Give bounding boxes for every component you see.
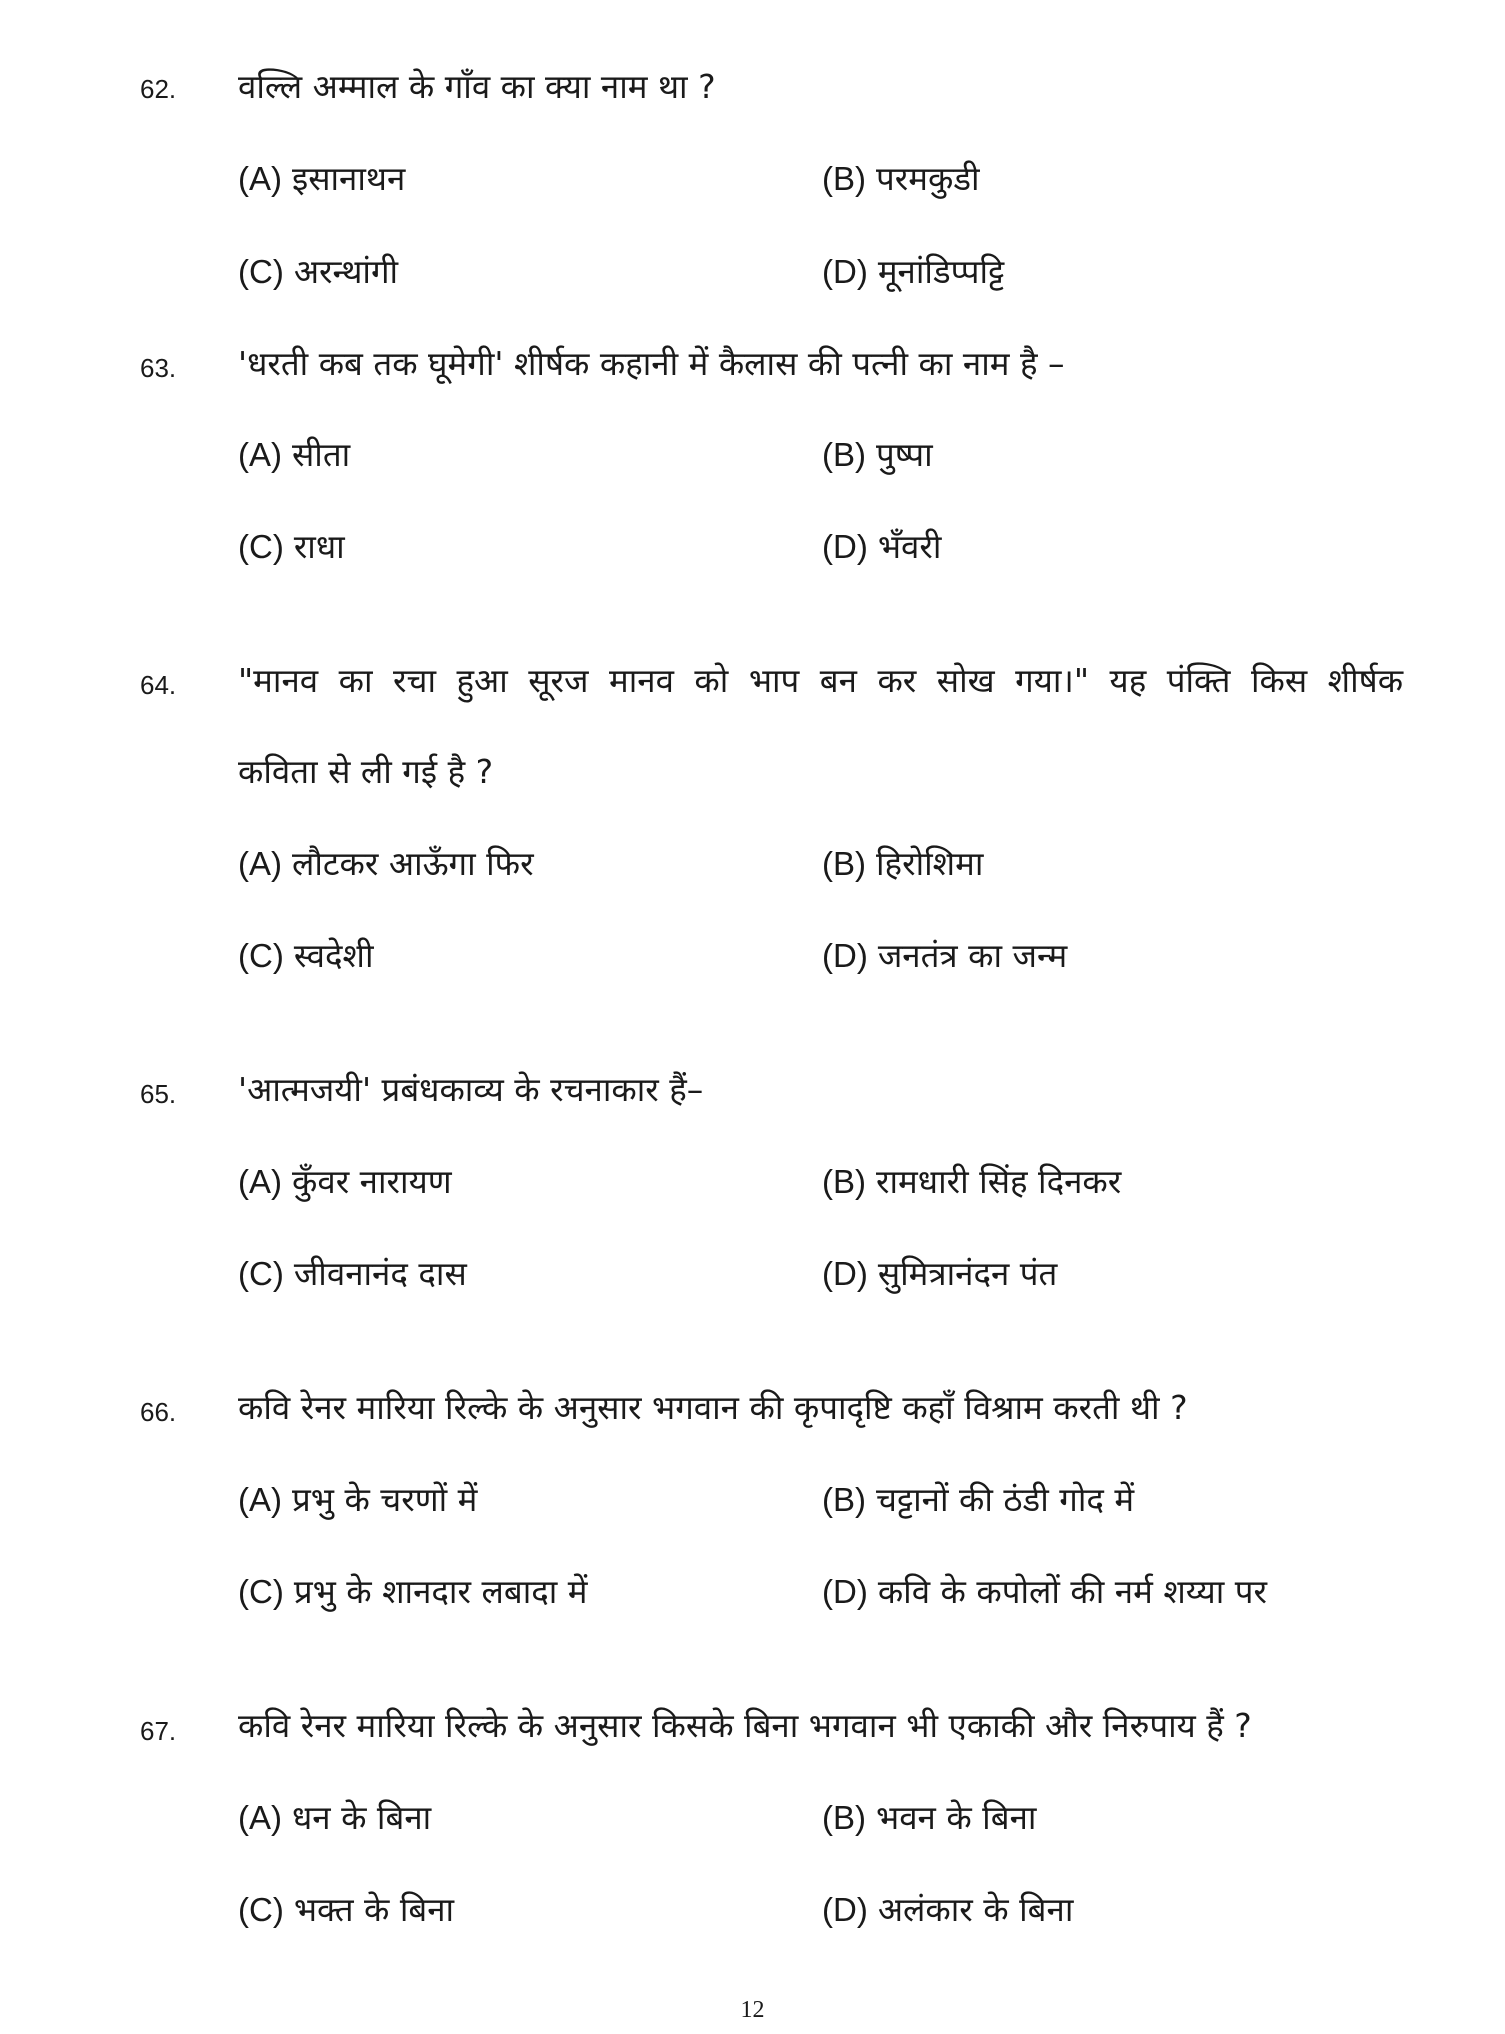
option-a	[238, 1796, 431, 1840]
option-letter: (C)	[238, 1891, 284, 1928]
option-d	[822, 934, 1067, 978]
option-a	[238, 842, 534, 886]
option-letter: (C)	[238, 937, 284, 974]
option-text: जनतंत्र का जन्म	[877, 936, 1068, 975]
option-d	[822, 525, 941, 569]
option-c	[238, 934, 374, 978]
option-letter: (A)	[238, 436, 282, 473]
question-number: 66.	[140, 1397, 177, 1427]
option-letter: (B)	[822, 1163, 866, 1200]
option-letter: (D)	[822, 1255, 868, 1292]
question-text: कवि रेनर मारिया रिल्के के अनुसार किसके बिना भगवान भी एकाकी और निरुपाय हैं ?	[238, 1706, 1252, 1745]
option-d	[822, 250, 1004, 294]
question-text: वल्लि अम्माल के गाँव का क्या नाम था ?	[238, 67, 716, 106]
option-text: प्रभु के चरणों में	[292, 1480, 478, 1519]
question-number: 64.	[140, 670, 177, 700]
option-d	[822, 1570, 1267, 1614]
option-c	[238, 250, 398, 294]
option-text: पुष्पा	[876, 435, 933, 474]
question-number: 63.	[140, 353, 177, 383]
option-letter: (B)	[822, 160, 866, 197]
option-a	[238, 1478, 477, 1522]
page-number: 12	[740, 1997, 765, 2023]
option-letter: (D)	[822, 253, 868, 290]
option-text: धन के बिना	[292, 1798, 432, 1837]
question-text: "मानव का रचा हुआ सूरज मानव को भाप बन कर सोख गया।" यह पंक्ति किस शीर्षक	[238, 661, 1404, 700]
option-text: इसानाथन	[292, 159, 406, 198]
option-text: अरन्थांगी	[293, 252, 399, 291]
option-text: स्वदेशी	[293, 936, 374, 975]
option-b	[822, 1796, 1036, 1840]
option-text: सीता	[292, 435, 351, 474]
option-b	[822, 1478, 1134, 1522]
option-text: कुँवर नारायण	[292, 1162, 452, 1201]
option-letter: (B)	[822, 1799, 866, 1836]
option-letter: (D)	[822, 1891, 868, 1928]
option-letter: (B)	[822, 845, 866, 882]
option-b	[822, 157, 980, 201]
question-number: 67.	[140, 1716, 177, 1746]
option-text: चट्टानों की ठंडी गोद में	[876, 1480, 1135, 1519]
question-text: 'धरती कब तक घूमेगी' शीर्षक कहानी में कैलास की पत्नी का नाम है –	[238, 344, 1065, 383]
option-letter: (C)	[238, 1573, 284, 1610]
option-c	[238, 1252, 467, 1296]
option-text: भवन के बिना	[876, 1798, 1037, 1837]
option-text: परमकुडी	[876, 159, 980, 198]
option-letter: (D)	[822, 1573, 868, 1610]
question-text: 'आत्मजयी' प्रबंधकाव्य के रचनाकार हैं–	[238, 1070, 704, 1109]
question-number: 65.	[140, 1079, 177, 1109]
option-text: हिरोशिमा	[876, 844, 984, 883]
option-text: अलंकार के बिना	[877, 1890, 1074, 1929]
option-text: सुमित्रानंदन पंत	[877, 1254, 1058, 1293]
option-c	[238, 1570, 588, 1614]
option-letter: (B)	[822, 436, 866, 473]
option-letter: (C)	[238, 253, 284, 290]
option-letter: (A)	[238, 160, 282, 197]
option-text: लौटकर आऊँगा फिर	[292, 844, 534, 883]
option-text: भक्त के बिना	[293, 1890, 455, 1929]
option-c	[238, 525, 345, 569]
option-text: राधा	[293, 527, 345, 566]
option-letter: (A)	[238, 1481, 282, 1518]
question-text-continued: कविता से ली गई है ?	[238, 752, 494, 791]
option-letter: (B)	[822, 1481, 866, 1518]
option-d	[822, 1252, 1057, 1296]
option-text: कवि के कपोलों की नर्म शय्या पर	[877, 1572, 1268, 1611]
option-text: रामधारी सिंह दिनकर	[876, 1162, 1122, 1201]
question-number: 62.	[140, 74, 177, 104]
option-letter: (A)	[238, 1163, 282, 1200]
option-a	[238, 433, 350, 477]
option-text: मूनांडिप्पट्टि	[877, 252, 1005, 291]
option-a	[238, 157, 405, 201]
option-letter: (C)	[238, 1255, 284, 1292]
option-d	[822, 1888, 1073, 1932]
option-text: प्रभु के शानदार लबादा में	[293, 1572, 588, 1611]
option-letter: (A)	[238, 1799, 282, 1836]
option-a	[238, 1160, 452, 1204]
option-letter: (D)	[822, 937, 868, 974]
option-letter: (D)	[822, 528, 868, 565]
option-text: जीवनानंद दास	[293, 1254, 467, 1293]
question-text: कवि रेनर मारिया रिल्के के अनुसार भगवान की कृपादृष्टि कहाँ विश्राम करती थी ?	[238, 1388, 1188, 1427]
option-b	[822, 433, 933, 477]
option-b	[822, 1160, 1121, 1204]
option-text: भँवरी	[877, 527, 942, 566]
option-c	[238, 1888, 454, 1932]
option-letter: (C)	[238, 528, 284, 565]
option-letter: (A)	[238, 845, 282, 882]
option-b	[822, 842, 983, 886]
